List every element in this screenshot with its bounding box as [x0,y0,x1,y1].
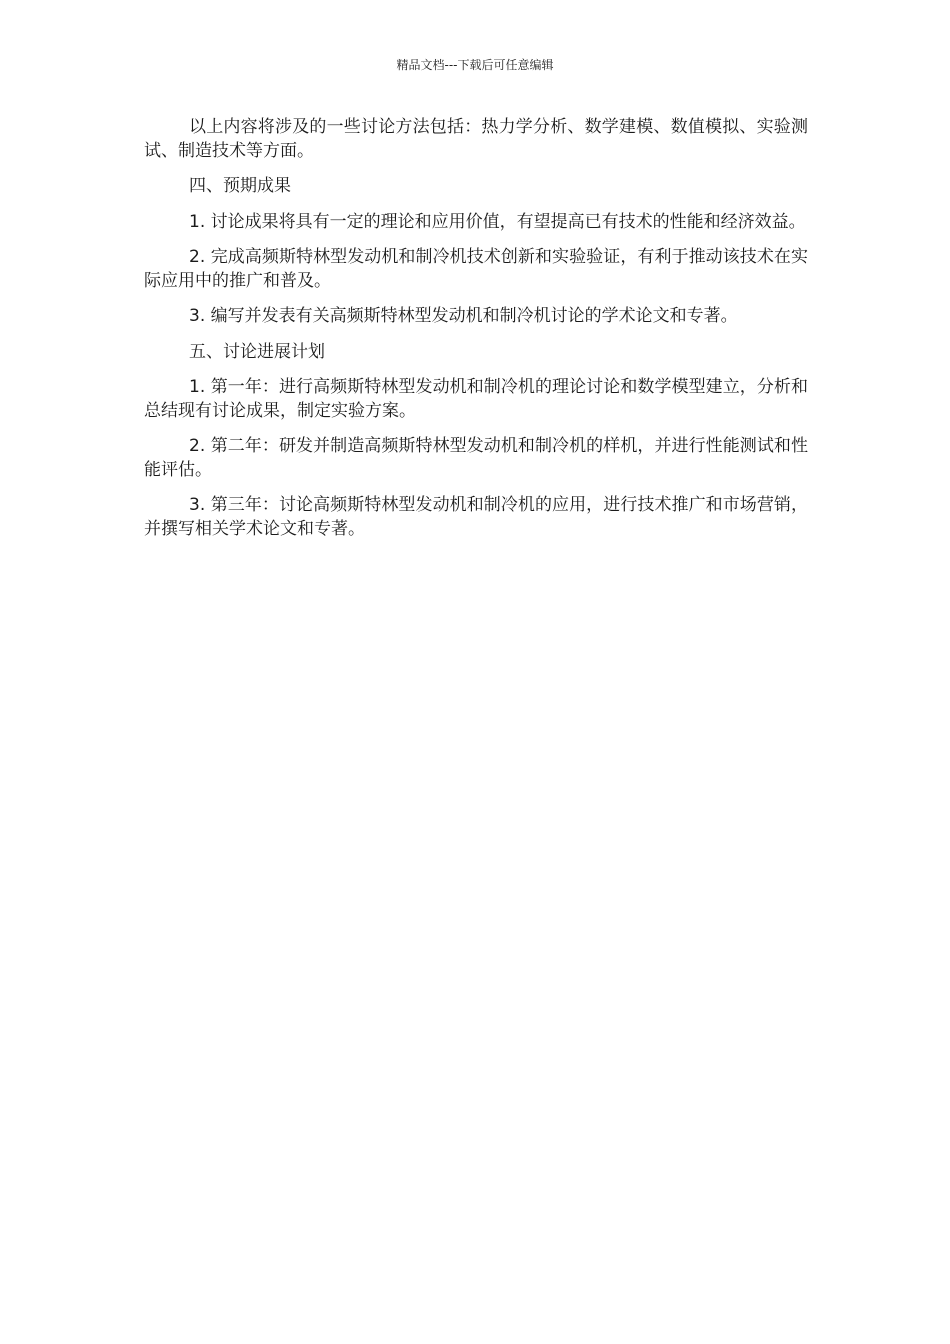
list-item: 1. 第一年：进行高频斯特林型发动机和制冷机的理论讨论和数学模型建立，分析和总结现有讨论成果，制定实验方案。 [144,377,808,421]
list-item: 1. 讨论成果将具有一定的理论和应用价值，有望提高已有技术的性能和经济效益。 [189,211,806,232]
list-item: 3. 编写并发表有关高频斯特林型发动机和制冷机讨论的学术论文和专著。 [189,306,738,326]
section-heading-expected-results: 四、预期成果 [189,176,291,196]
paragraph-methods: 以上内容将涉及的一些讨论方法包括：热力学分析、数学建模、数值模拟、实验测试、制造技术等方面。 [144,117,808,161]
list-item: 2. 第二年：研发并制造高频斯特林型发动机和制冷机的样机，并进行性能测试和性能评估。 [144,436,808,480]
section-heading-progress-plan: 五、讨论进展计划 [189,341,325,362]
list-item: 3. 第三年：讨论高频斯特林型发动机和制冷机的应用，进行技术推广和市场营销，并撰写相关学术论文和专著。 [144,495,808,539]
page-header: 精品文档---下载后可任意编辑 [396,58,554,72]
document-body [144,116,808,553]
list-item: 2. 完成高频斯特林型发动机和制冷机技术创新和实验验证，有利于推动该技术在实际应用中的推广和普及。 [144,247,808,291]
